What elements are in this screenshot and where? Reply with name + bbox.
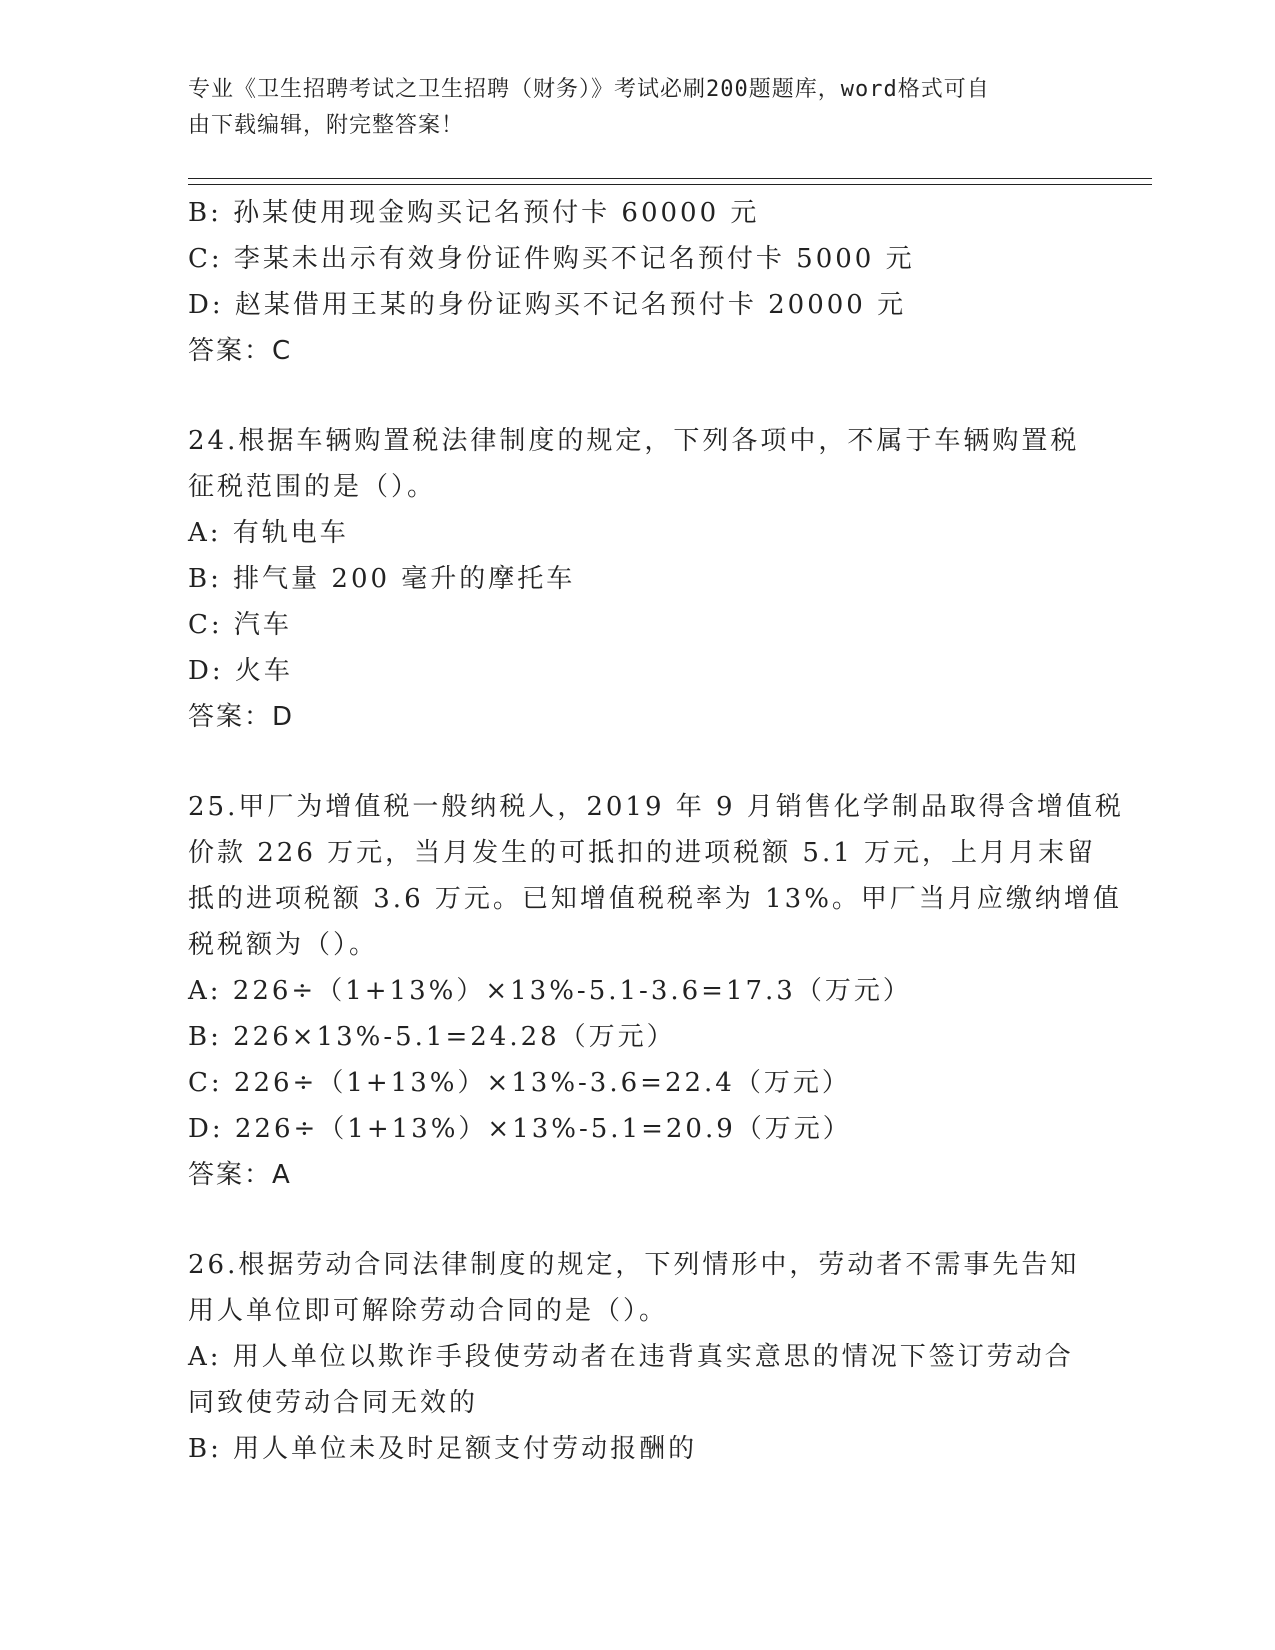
question-stem: 抵的进项税额 3.6 万元。已知增值税税率为 13%。甲厂当月应缴纳增值 bbox=[188, 884, 1122, 914]
header-line-2: 由下载编辑，附完整答案！ bbox=[188, 113, 465, 138]
question-stem: 26.根据劳动合同法律制度的规定，下列情形中，劳动者不需事先告知 bbox=[188, 1250, 1080, 1280]
question-26 bbox=[188, 1242, 1088, 1472]
option-a: A: 有轨电车 bbox=[188, 518, 349, 548]
question-stem: 征税范围的是（）。 bbox=[188, 472, 437, 502]
header-line-1: 专业《卫生招聘考试之卫生招聘（财务）》考试必刷200题题库，word格式可自 bbox=[188, 77, 990, 102]
option-b: B: 用人单位未及时足额支付劳动报酬的 bbox=[188, 1434, 698, 1464]
header-divider-top bbox=[188, 178, 1152, 179]
option-d: D: 赵某借用王某的身份证购买不记名预付卡 20000 元 bbox=[188, 290, 907, 320]
question-content bbox=[188, 190, 1124, 1472]
question-23 bbox=[188, 190, 1088, 374]
question-24 bbox=[188, 418, 1088, 740]
document-header bbox=[188, 72, 1088, 144]
question-stem: 税税额为（）。 bbox=[188, 930, 379, 960]
option-c: C: 李某未出示有效身份证件购买不记名预付卡 5000 元 bbox=[188, 244, 915, 274]
answer: 答案：A bbox=[188, 1160, 292, 1190]
option-b: B: 孙某使用现金购买记名预付卡 60000 元 bbox=[188, 198, 760, 228]
question-stem: 24.根据车辆购置税法律制度的规定，下列各项中，不属于车辆购置税 bbox=[188, 426, 1080, 456]
question-stem: 25.甲厂为增值税一般纳税人，2019 年 9 月销售化学制品取得含增值税 bbox=[188, 792, 1124, 822]
option-b: B: 排气量 200 毫升的摩托车 bbox=[188, 564, 576, 594]
option-d: D: 火车 bbox=[188, 656, 293, 686]
answer: 答案：C bbox=[188, 336, 293, 366]
answer: 答案：D bbox=[188, 702, 295, 732]
header-divider-bottom bbox=[188, 184, 1152, 185]
option-c: C: 汽车 bbox=[188, 610, 292, 640]
option-a: A: 用人单位以欺诈手段使劳动者在违背真实意思的情况下签订劳动合 bbox=[188, 1342, 1074, 1372]
option-b: B: 226×13%-5.1=24.28（万元） bbox=[188, 1022, 676, 1052]
option-c: C: 226÷（1+13%）×13%-3.6=22.4（万元） bbox=[188, 1068, 851, 1098]
question-stem: 价款 226 万元，当月发生的可抵扣的进项税额 5.1 万元，上月月末留 bbox=[188, 838, 1097, 868]
option-a: A: 226÷（1+13%）×13%-5.1-3.6=17.3（万元） bbox=[188, 976, 912, 1006]
option-a-continued: 同致使劳动合同无效的 bbox=[188, 1388, 479, 1418]
question-stem: 用人单位即可解除劳动合同的是（）。 bbox=[188, 1296, 669, 1326]
question-25 bbox=[188, 784, 1124, 1198]
option-d: D: 226÷（1+13%）×13%-5.1=20.9（万元） bbox=[188, 1114, 852, 1144]
